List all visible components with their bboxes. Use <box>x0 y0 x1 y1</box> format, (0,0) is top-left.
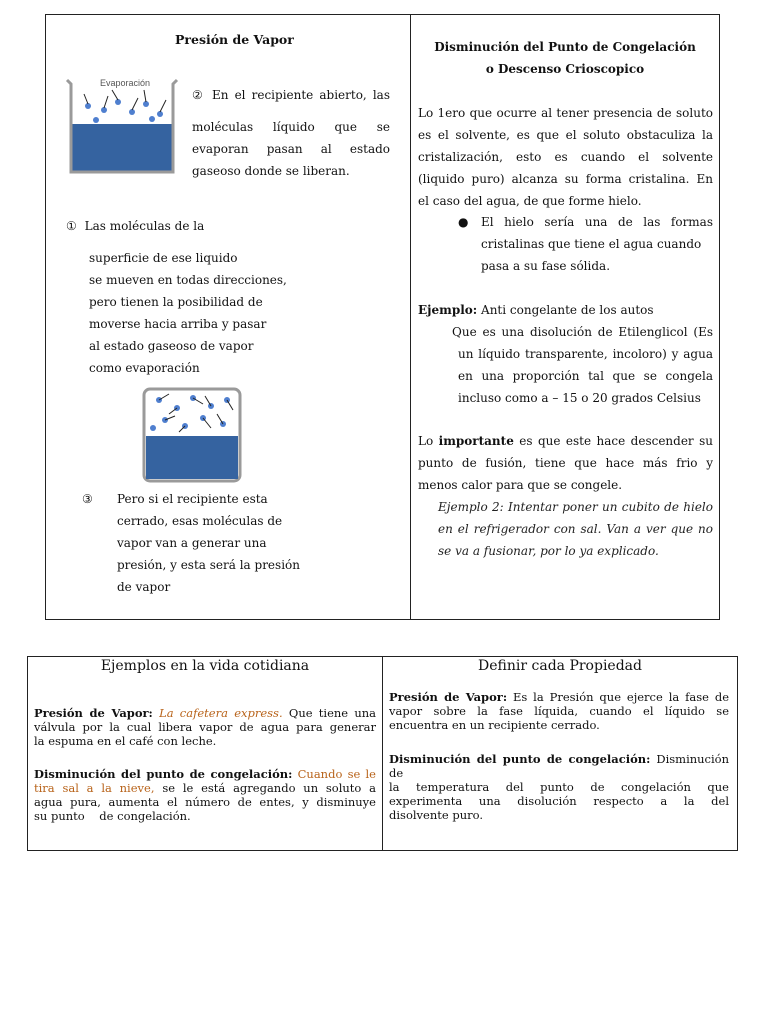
define-property-title: Definir cada Propiedad <box>478 658 642 674</box>
step2-line1: En el recipiente abierto, las <box>212 88 390 102</box>
p1-rest: Que tiene una <box>288 706 377 720</box>
step1-first-line <box>66 215 204 237</box>
d2-rest: Disminución de <box>389 752 730 780</box>
p2-orange1: Cuando se le <box>297 767 376 781</box>
step1-line5: al estado gaseoso de vapor <box>89 339 254 353</box>
step3-marker: ③ <box>82 492 93 506</box>
p2-line1 <box>34 767 376 781</box>
step3-lines <box>117 488 300 598</box>
d1-label: Presión de Vapor: <box>389 690 508 704</box>
p1-line1 <box>34 706 376 720</box>
step1-first: Las moléculas de la <box>84 219 205 233</box>
top-table-divider <box>410 14 411 620</box>
step3-line2: cerrado, esas moléculas de <box>117 514 283 528</box>
example-line4: incluso como a – 15 o 20 grados Celsius <box>458 391 701 405</box>
closed-container-diagram <box>139 386 245 486</box>
open-container-diagram <box>62 74 182 176</box>
d2-line2: la temperatura del punto de congelación que <box>389 780 729 794</box>
example-detail <box>458 343 713 409</box>
p1-label: Presión de Vapor: <box>34 706 153 720</box>
example2-line3: se va a fusionar, por lo ya explicado. <box>438 544 659 558</box>
step1-line2: se mueven en todas direcciones, <box>89 273 287 287</box>
freezing-title-line2: o Descenso Crioscopico <box>485 62 645 76</box>
vapor-pressure-title: Presión de Vapor <box>175 32 294 47</box>
d1-line3: encuentra en un recipiente cerrado. <box>389 718 600 732</box>
p2-rest2: se le está agregando un soluto a <box>162 781 377 795</box>
step2-marker: ② <box>192 88 203 102</box>
step3-line5: de vapor <box>117 580 171 594</box>
example-line2: un líquido transparente, incoloro) y agua <box>458 347 713 361</box>
p2-line2 <box>34 781 376 795</box>
example-line1: Que es una disolución de Etilenglicol (Es <box>452 325 713 339</box>
important-post: es que este hace descender su <box>519 434 713 448</box>
freezing-para1 <box>418 102 713 212</box>
step2-line2: moléculas líquido que se <box>192 120 390 134</box>
important-pre: Lo <box>418 434 434 448</box>
important-line3: menos calor para que se congele. <box>418 478 623 492</box>
example-label: Ejemplo: <box>418 303 478 317</box>
p1-line3: la espuma en el café con leche. <box>34 734 217 748</box>
d2-line4: disolvente puro. <box>389 808 483 822</box>
step3-line3: vapor van a generar una <box>117 536 267 550</box>
example-text: Anti congelante de los autos <box>481 303 654 317</box>
step2-line3: evaporan pasan al estado <box>192 142 390 156</box>
p2-label: Disminución del punto de congelación: <box>34 767 293 781</box>
d2-line3: experimenta una disolución respecto a la del <box>389 794 729 808</box>
p2-line4: su punto de congelación. <box>34 809 191 823</box>
d1-line2: vapor sobre la fase líquida, cuando el líquido se <box>389 704 729 718</box>
bottom-table-divider <box>382 656 383 851</box>
example2-line1: Ejemplo 2: Intentar poner un cubito de hielo <box>438 500 713 514</box>
para1-line4: (liquido puro) alcanza su forma cristalina. En <box>418 172 713 186</box>
d1-rest: Es la Presión que ejerce la fase de <box>512 690 729 704</box>
define-d1 <box>389 690 729 732</box>
para1-line2: es el solvente, es que el soluto obstaculiza la <box>418 128 713 142</box>
d2-line1 <box>389 752 729 780</box>
para1-line5: el caso del agua, de que forme hielo. <box>418 194 642 208</box>
bullet-line2: cristalinas que tiene el agua cuando <box>481 237 702 251</box>
everyday-p2 <box>34 767 376 823</box>
freezing-title-line1: Disminución del Punto de Congelación <box>434 40 696 54</box>
freezing-point-title <box>411 36 719 80</box>
evaporation-label: Evaporación <box>100 78 151 88</box>
p2-line3: agua pura, aumenta el número de entes, y disminuye <box>34 795 376 809</box>
step3-line4: presión, y esta será la presión <box>117 558 300 572</box>
example2-para <box>438 496 713 562</box>
bullet-line1: El hielo sería una de las formas <box>481 215 713 229</box>
everyday-p1 <box>34 706 376 748</box>
step2-continued <box>192 116 390 182</box>
important-line1 <box>418 430 713 452</box>
p1-orange: La cafetera express. <box>159 706 283 720</box>
p2-orange2: tira sal a la nieve, <box>34 781 155 795</box>
p1-line2: válvula por la cual libera vapor de agua para generar <box>34 720 376 734</box>
d2-label: Disminución del punto de congelación: <box>389 752 651 766</box>
important-para <box>418 430 713 496</box>
step1-line3: pero tienen la posibilidad de <box>89 295 263 309</box>
step1-marker: ① <box>66 219 77 233</box>
step1-lines <box>89 247 287 379</box>
important-bold: importante <box>438 434 514 448</box>
example-line <box>418 299 654 321</box>
example2-line2: en el refrigerador con sal. Van a ver que no <box>438 522 713 536</box>
step2-line4: gaseoso donde se liberan. <box>192 164 350 178</box>
step1-line4: moverse hacia arriba y pasar <box>89 317 267 331</box>
d1-line1 <box>389 690 729 704</box>
bullet-dot: ● <box>458 215 469 229</box>
step3-line1: Pero si el recipiente esta <box>117 492 268 506</box>
para1-line3: cristalización, esto es cuando el solvente <box>418 150 713 164</box>
important-line2: punto de fusión, tiene que hace más frio y <box>418 456 713 470</box>
everyday-examples-title: Ejemplos en la vida cotidiana <box>100 658 310 674</box>
step2-block <box>192 84 390 106</box>
step1-line1: superficie de ese liquido <box>89 251 238 265</box>
step1-line6: como evaporación <box>89 361 200 375</box>
define-d2 <box>389 752 729 822</box>
bullet-lines <box>481 211 713 277</box>
bullet-line3: pasa a su fase sólida. <box>481 259 611 273</box>
example-line3: en una proporción tal que se congela <box>458 369 713 383</box>
example-detail-first <box>452 321 713 343</box>
para1-line1: Lo 1ero que ocurre al tener presencia de soluto <box>418 106 713 120</box>
